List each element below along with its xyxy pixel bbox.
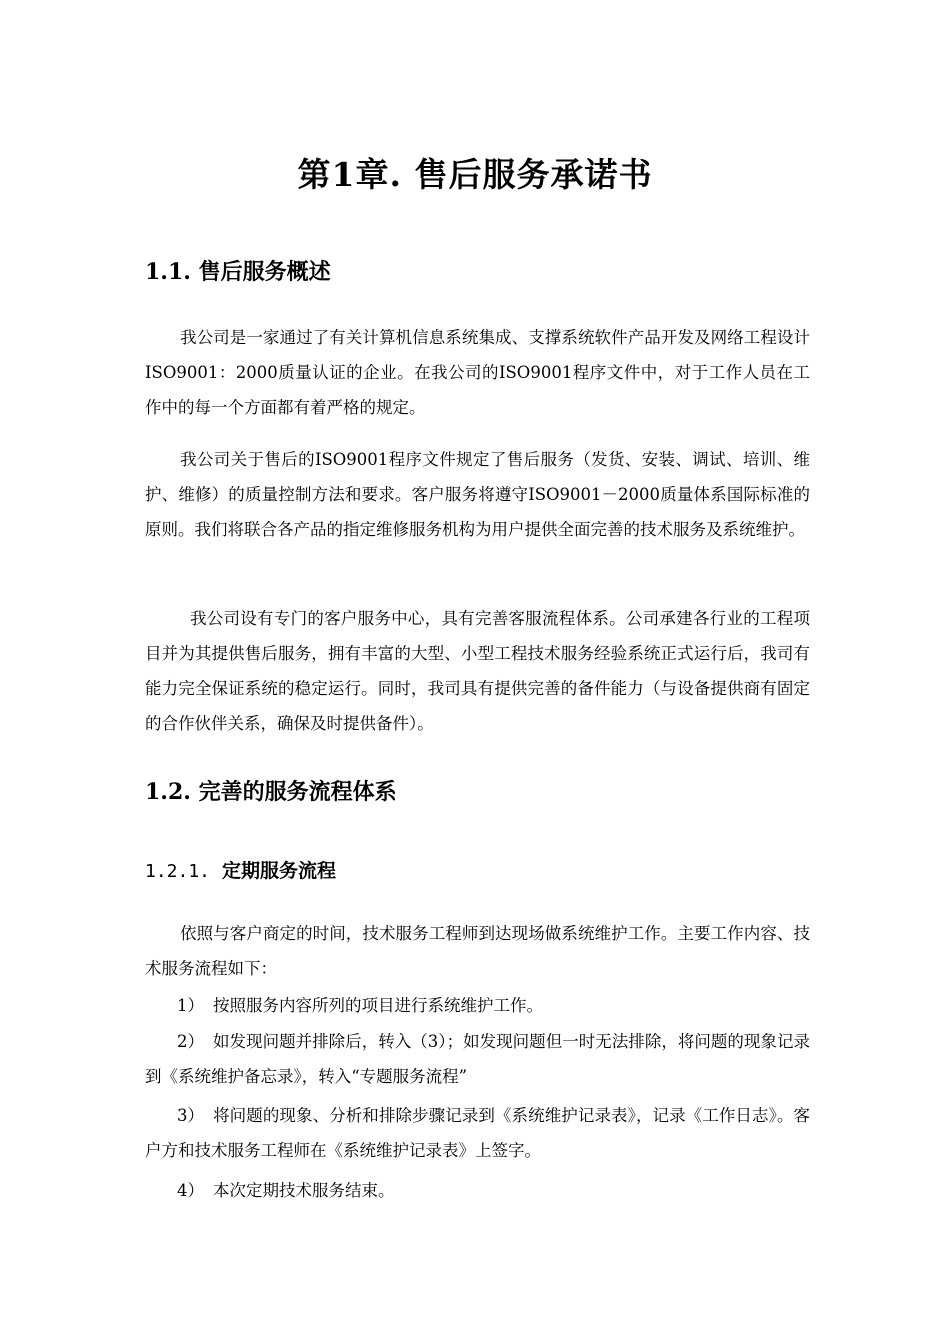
chapter-title: 第1章. 售后服务承诺书	[297, 155, 653, 194]
list-marker: 2）	[177, 1032, 204, 1051]
section-1-2-heading: 1.2. 完善的服务流程体系	[145, 779, 397, 805]
section-1-1-heading: 1.1. 售后服务概述	[145, 259, 331, 285]
paragraph-overview-2: 我公司关于售后的ISO9001程序文件规定了售后服务（发货、安装、调试、培训、维护、维修）的质量控制方法和要求。客户服务将遵守ISO9001－2000质量体系国际标准的原则。我们将联合各产品的指定维修服务机构为用户提供全面完善的技术服务及系统维护。	[145, 450, 810, 539]
section-number: 1.2.1.	[145, 861, 211, 882]
list-item-text: 如发现问题并排除后，转入（3）；如发现问题但一时无法排除，将问题的现象记录到《系统维护备忘录》，转入“专题服务流程”	[145, 1032, 810, 1086]
list-item	[145, 1024, 810, 1094]
list-marker: 1）	[177, 996, 204, 1015]
list-item	[145, 1173, 810, 1208]
list-item-text: 按照服务内容所列的项目进行系统维护工作。	[213, 996, 543, 1015]
section-1-2-1-heading	[145, 856, 336, 887]
list-item-text: 本次定期技术服务结束。	[213, 1181, 395, 1200]
paragraph-overview-3: 我公司设有专门的客户服务中心，具有完善客服流程体系。公司承建各行业的工程项目并为其提供售后服务，拥有丰富的大型、小型工程技术服务经验系统正式运行后，我司有能力完全保证系统的稳定运行。同时，我司具有提供完善的备件能力（与设备提供商有固定的合作伙伴关系，确保及时提供备件）。	[145, 609, 810, 733]
list-item	[145, 988, 810, 1023]
paragraph-overview-1: 我公司是一家通过了有关计算机信息系统集成、支撑系统软件产品开发及网络工程设计ISO9001：2000质量认证的企业。在我公司的ISO9001程序文件中，对于工作人员在工作中的每一个方面都有着严格的规定。	[145, 328, 810, 417]
list-item-text: 将问题的现象、分析和排除步骤记录到《系统维护记录表》，记录《工作日志》。客户方和技术服务工程师在《系统维护记录表》上签字。	[145, 1106, 810, 1160]
list-item	[145, 1098, 810, 1168]
list-marker: 3）	[177, 1106, 204, 1125]
paragraph-periodic-intro: 依照与客户商定的时间，技术服务工程师到达现场做系统维护工作。主要工作内容、技术服务流程如下：	[145, 924, 810, 978]
section-title: 定期服务流程	[222, 860, 337, 882]
list-marker: 4）	[177, 1181, 204, 1200]
